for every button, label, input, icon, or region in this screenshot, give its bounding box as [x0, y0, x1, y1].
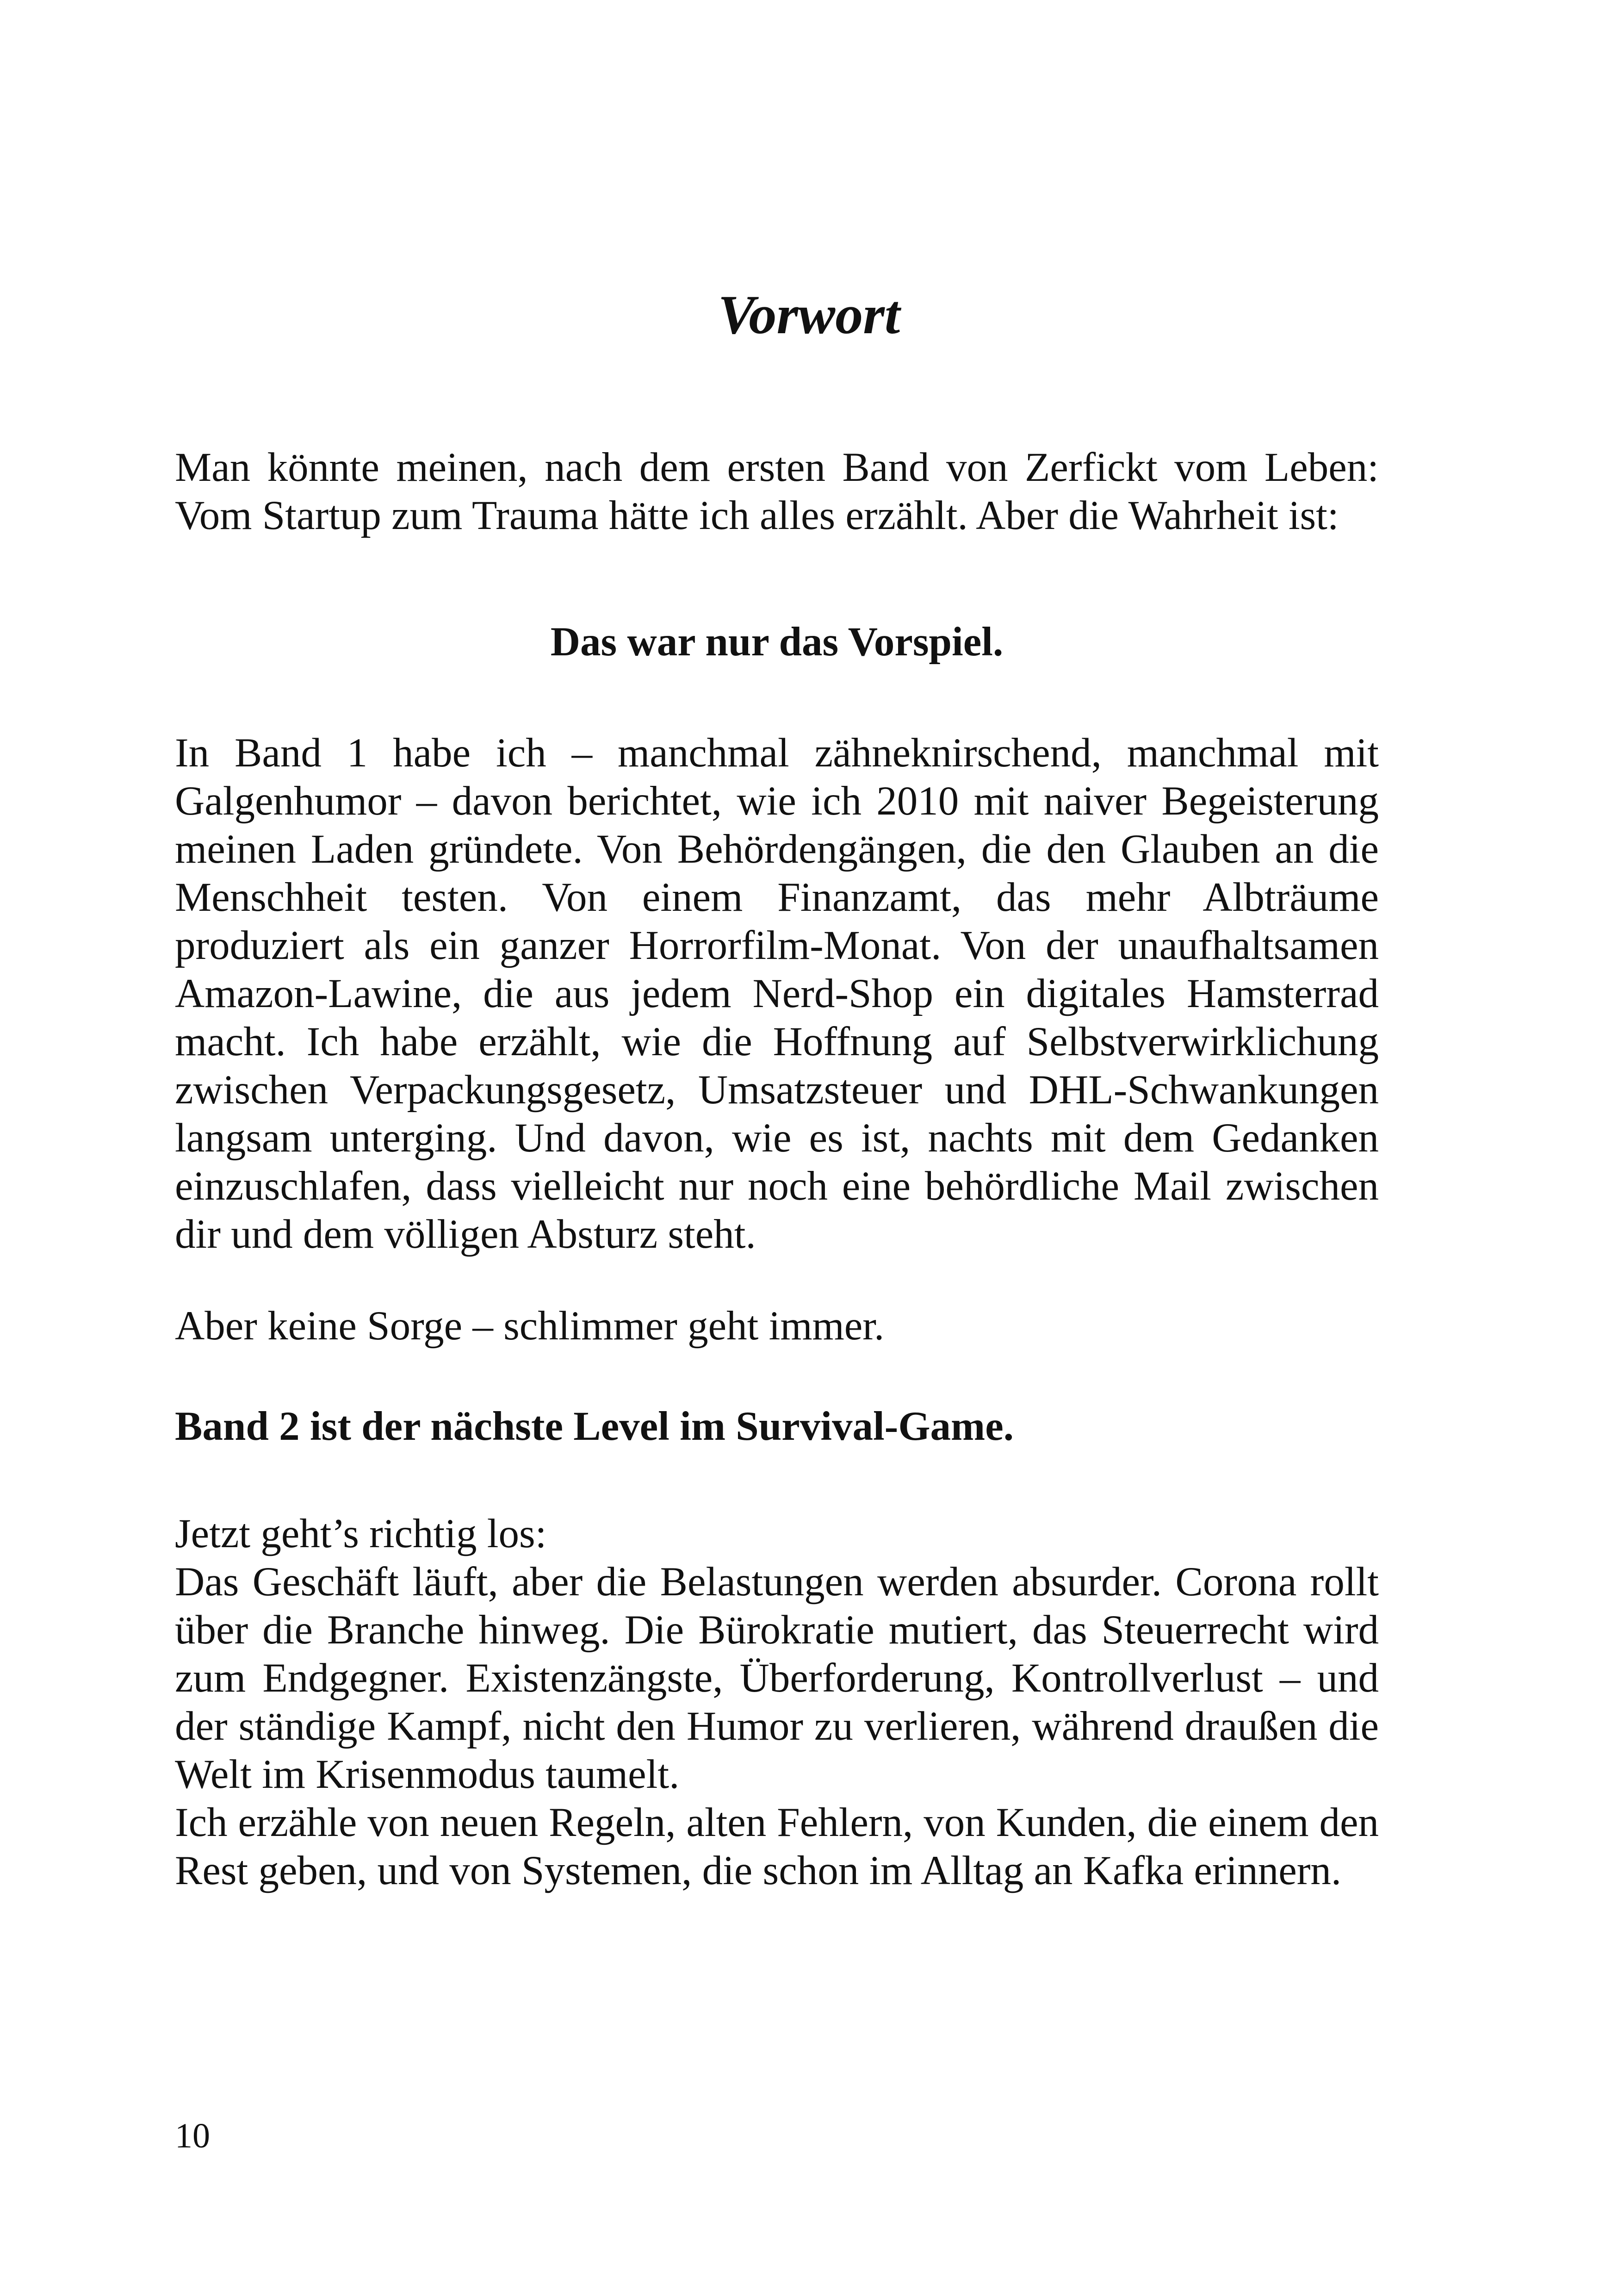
closing-paragraph: Ich erzähle von neuen Regeln, alten Fehlern, von Kunden, die einem den Rest geben, und von Systemen, die schon im Alltag an Kafka erinnern.	[175, 1800, 1379, 1893]
reassurance-line: Aber keine Sorge – schlimmer geht immer.	[175, 1303, 885, 1349]
centered-bold-statement: Das war nur das Vorspiel.	[550, 619, 1004, 665]
business-paragraph: Das Geschäft läuft, aber die Belastungen werden absurder. Corona rollt über die Branche hinweg. Die Bürokratie mutiert, das Steuerrecht wird zum Endgegner. Existenzängste, Überforderung, Kontrollverlust – und der ständige Kampf, nicht den Humor zu verlieren, während draußen die Welt im Krisenmodus taumelt.	[175, 1559, 1379, 1797]
intro-paragraph: Man könnte meinen, nach dem ersten Band von Zerfickt vom Leben: Vom Startup zum Trauma hätte ich alles erzählt. Aber die Wahrheit ist:	[175, 445, 1379, 538]
page-number: 10	[175, 2116, 210, 2155]
band-one-paragraph: In Band 1 habe ich – manchmal zähneknirschend, manchmal mit Galgenhumor – davon berichtet, wie ich 2010 mit naiver Begeisterung meinen Laden gründete. Von Behördengängen, die den Glauben an die Menschheit testen. Von einem Finanzamt, das mehr Albträume produziert als ein ganzer Horrorfilm-Monat. Von der unaufhaltsamen Amazon-Lawine, die aus jedem Nerd-Shop ein digitales Hamsterrad macht. Ich habe erzählt, wie die Hoffnung auf Selbstverwirklichung zwischen Verpackungsgesetz, Umsatzsteuer und DHL-Schwankungen langsam unterging. Und davon, wie es ist, nachts mit dem Gedanken einzuschlafen, dass vielleicht nur noch eine behördliche Mail zwischen dir und dem völligen Absturz steht.	[175, 730, 1379, 1257]
lets-go-line: Jetzt geht’s richtig los:	[175, 1511, 547, 1556]
band-two-heading-line: Band 2 ist der nächste Level im Survival-Game.	[175, 1404, 1014, 1449]
chapter-title: Vorwort	[718, 284, 900, 345]
